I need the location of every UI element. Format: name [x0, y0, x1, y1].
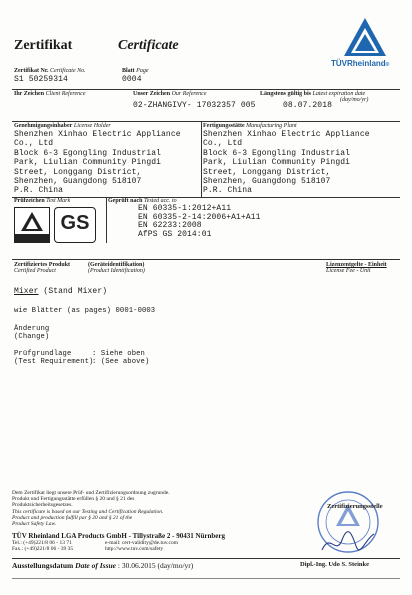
plant-address: [203, 130, 370, 196]
plant-line: P.R. China: [203, 186, 253, 196]
client-ref-de: Ihr Zeichen: [14, 91, 45, 97]
legal-line: Product and production fulfill par § 20 and § 21 of the: [12, 514, 133, 521]
tested-label-en: Tested acc. to: [144, 198, 177, 204]
gs-mark-icon: [54, 207, 96, 243]
basis-en: (Test Requirement): [14, 358, 94, 367]
our-ref-de: Unser Zeichen: [133, 91, 171, 97]
bottom-rule: [12, 578, 400, 579]
holder-label-en: License Holder: [73, 123, 111, 129]
divider-4: [12, 259, 400, 260]
standard-item: EN 60335-2-14:2006+A1+A11: [138, 212, 261, 222]
testmark-label-de: Prüfzeichen: [14, 198, 45, 204]
ident-label: [88, 262, 145, 274]
fee-label: [326, 262, 387, 274]
product-label-en: Certified Product: [14, 268, 56, 274]
plant-label-en: Manufacturing Plant: [246, 123, 297, 129]
standard-item: EN 60335-1:2012+A11: [138, 204, 232, 213]
tuv-logo-reg: ®: [385, 62, 390, 68]
cert-no-label-en: Certificate No.: [49, 68, 86, 74]
product-label-de: Zertifiziertes Produkt: [14, 262, 71, 268]
tuv-logo-text: [331, 59, 389, 68]
fee-label-de: Lizenzentgelte - Einheit: [326, 262, 387, 268]
gs-text: GS: [60, 212, 90, 234]
issue-date: [12, 561, 193, 570]
product-desc: (Stand Mixer): [43, 287, 108, 296]
page-value: 0004: [122, 75, 142, 84]
holder-line: Shenzhen, Guangdong 518107: [14, 177, 142, 187]
divider-1: [12, 89, 400, 90]
fee-label-en: License Fee - Unit: [326, 268, 371, 274]
holder-line: Shenzhen Xinhao Electric Appliance: [14, 130, 181, 139]
page-label: [122, 68, 149, 74]
title-de: Zertifikat: [14, 38, 73, 53]
cert-no-label: [14, 68, 86, 74]
testmark-label-en: Test Mark: [46, 198, 71, 204]
holder-label: [14, 123, 111, 129]
issue-value: : 30.06.2015 (day/mo/yr): [117, 561, 194, 570]
change-en: (Change): [14, 333, 50, 342]
expiry-format: [340, 97, 368, 103]
signature: [318, 528, 378, 558]
cert-no-label-de: Zertifikat Nr.: [14, 68, 49, 74]
tested-label-de: Geprüft nach: [108, 198, 143, 204]
legal-line: This certificate is based on our Testing and Certification Regulation.: [12, 508, 164, 515]
standards-list: [138, 205, 261, 239]
page-label-de: Blatt: [122, 68, 135, 74]
plant-line: Shenzhen Xinhao Electric Appliance: [203, 130, 370, 139]
plant-line: Block 6-3 Egongling Industrial: [203, 148, 351, 158]
divider-5: [12, 558, 400, 559]
our-ref-en: Our Reference: [171, 91, 207, 97]
our-ref-value: 02-ZHANGIVY- 17032357 005: [133, 101, 256, 110]
pages-line: wie Blätter (as pages) 0001-0003: [14, 307, 156, 315]
tuv-mark-icon: [14, 207, 50, 243]
holder-line: Block 6-3 Egongling Industrial: [14, 148, 162, 158]
contact-fax: Fax.: (+49)221/8 06 - 39 35: [12, 546, 74, 552]
divider-3: [12, 197, 400, 198]
test-basis-block: [14, 350, 149, 367]
holder-line: Street, Longgang District,: [14, 167, 142, 177]
our-ref-label: [133, 91, 207, 97]
column-divider: [201, 121, 202, 197]
expiry-value: 08.07.2018: [283, 101, 333, 110]
product-name-line: [14, 287, 107, 296]
legal-line: Product Safety Law.: [12, 521, 57, 528]
legal-line: Produkt und Fertigungsstätte erfüllen § 20 und § 21 des: [12, 496, 135, 503]
legal-text: [12, 490, 170, 527]
issue-label-en: Date of Issue: [75, 561, 116, 570]
plant-line: Street, Longgang District,: [203, 167, 331, 177]
company-line: TÜV Rheinland LGA Products GmbH - Tillystraße 2 - 90431 Nürnberg: [12, 532, 226, 540]
basis-de-val: : Siehe oben: [92, 350, 145, 358]
expiry-label-de: Längstens gültig bis: [260, 91, 312, 97]
plant-line: Park, Liulian Community Pingdi: [203, 158, 351, 168]
legal-line: Produktsicherheitsgesetzes.: [12, 502, 73, 509]
legal-line: Dem Zertifikat liegt unsere Prüf- und Zertifizierungsordnung zugrunde.: [12, 490, 170, 496]
cert-body-label: Zertifizierungsstelle: [327, 503, 383, 510]
contact-email: e-mail: cert-validity@de.tuv.com: [105, 540, 178, 546]
product-name: Mixer: [14, 287, 39, 296]
holder-address: [14, 130, 181, 196]
cert-no-value: S1 50259314: [14, 75, 68, 84]
ident-label-en: (Product Identification): [88, 268, 145, 274]
plant-label-de: Fertigungsstätte: [203, 123, 245, 129]
tuv-logo: [331, 14, 395, 74]
holder-line: P.R. China: [14, 186, 64, 196]
plant-line: Co., Ltd: [203, 139, 243, 149]
signatory-name: Dipl.-Ing. Udo S. Steinke: [300, 561, 369, 568]
change-de: Änderung: [14, 325, 50, 333]
page-label-en: Page: [136, 68, 149, 74]
client-ref-en: Client Reference: [45, 91, 86, 97]
basis-de: Prüfgrundlage: [14, 350, 72, 358]
title-en: Certificate: [118, 38, 179, 53]
plant-label: [203, 123, 297, 129]
testmark-label: [14, 198, 70, 204]
change-block: [14, 325, 49, 342]
product-label: [14, 262, 70, 274]
client-ref-label: [14, 91, 86, 97]
testmark-divider: [106, 197, 107, 243]
holder-line: Co., Ltd: [14, 139, 54, 149]
divider-2: [12, 121, 400, 122]
contact-web: http://www.tuv.com/safety: [105, 546, 164, 552]
holder-label-de: Genehmigungsinhaber: [14, 123, 73, 129]
issue-label-de: Ausstellungsdatum: [12, 561, 74, 570]
basis-en-val: : (See above): [92, 358, 150, 367]
contact-tel: Tel.: (+49)221/8 06 - 13 71: [12, 540, 72, 546]
expiry-format-text: (day/mo/yr): [340, 97, 369, 103]
holder-line: Park, Liulian Community Pingdi: [14, 158, 162, 168]
ident-label-de: (Geräteidentifikation): [88, 262, 145, 268]
plant-line: Shenzhen, Guangdong 518107: [203, 177, 331, 187]
standard-item: AfPS GS 2014:01: [138, 229, 212, 239]
expiry-label-en: Latest expiration date: [312, 91, 366, 97]
standard-item: EN 62233:2008: [138, 221, 202, 231]
tuv-logo-word: TÜVRheinland: [331, 59, 386, 68]
